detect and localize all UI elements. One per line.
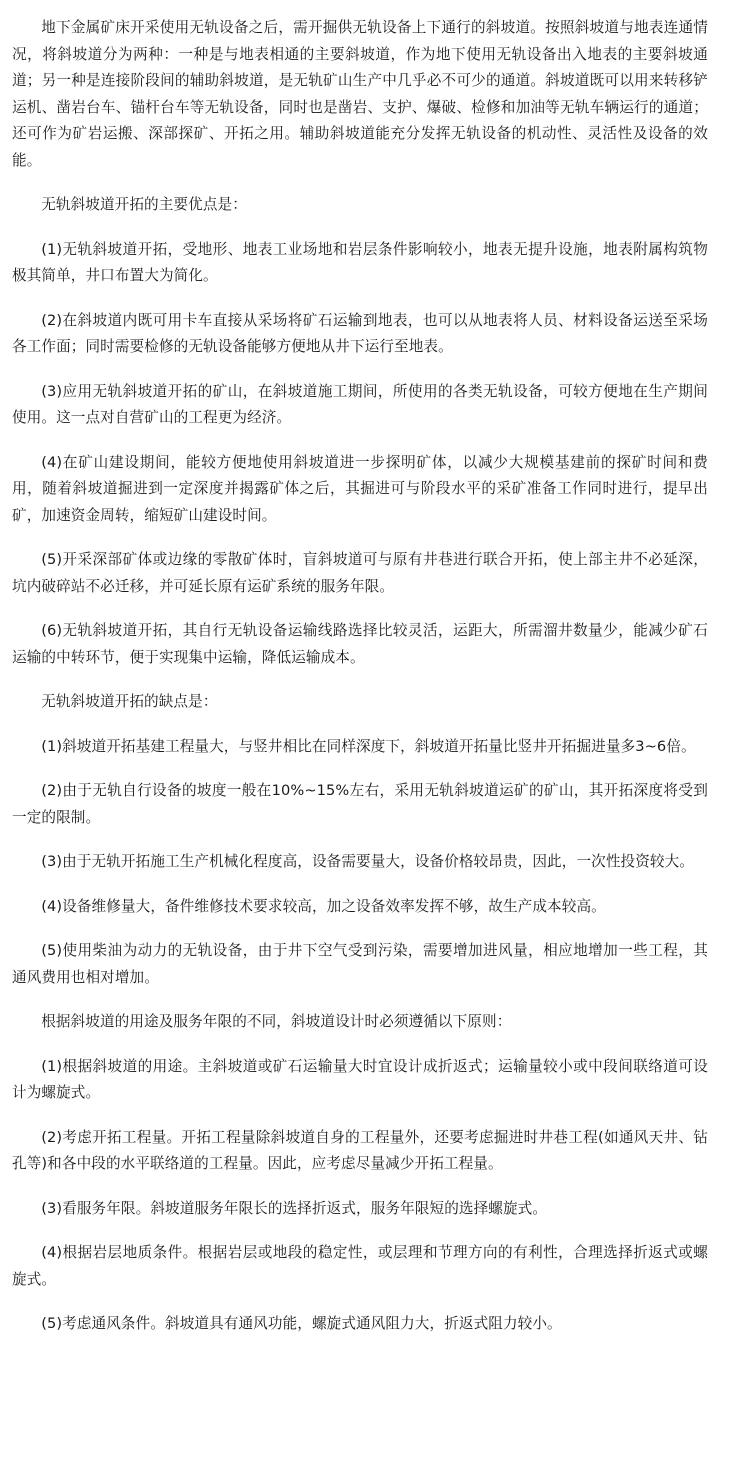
advantage-item: (4)在矿山建设期间，能较方便地使用斜坡道进一步探明矿体，以减少大规模基建前的探矿时间和费用，随着斜坡道掘进到一定深度并揭露矿体之后，其掘进可与阶段水平的采矿准备工作同时进行，提早出矿，加速资金周转，缩短矿山建设时间。 xyxy=(12,453,708,524)
disadvantage-item: (2)由于无轨自行设备的坡度一般在10%~15%左右，采用无轨斜坡道运矿的矿山，其开拓深度将受到一定的限制。 xyxy=(12,782,708,826)
disadvantage-item: (1)斜坡道开拓基建工程量大，与竖井相比在同样深度下，斜坡道开拓量比竖井开拓掘进量多3~6倍。 xyxy=(41,737,696,755)
principles-heading: 根据斜坡道的用途及服务年限的不同，斜坡道设计时必须遵循以下原则： xyxy=(41,1013,512,1030)
disadvantage-item: (4)设备维修量大，备件维修技术要求较高，加之设备效率发挥不够，故生产成本较高。 xyxy=(41,897,606,915)
disadvantage-item: (3)由于无轨开拓施工生产机械化程度高，设备需要量大，设备价格较昂贵，因此，一次性投资较大。 xyxy=(41,853,694,870)
principle-item: (1)根据斜坡道的用途。主斜坡道或矿石运输量大时宜设计成折返式；运输量较小或中段间联络道可设计为螺旋式。 xyxy=(12,1057,708,1101)
disadvantage-item: (5)使用柴油为动力的无轨设备，由于井下空气受到污染，需要增加进风量，相应地增加一些工程，其通风费用也相对增加。 xyxy=(12,942,708,986)
advantages-heading: 无轨斜坡道开拓的主要优点是： xyxy=(41,196,247,213)
principle-item: (5)考虑通风条件。斜坡道具有通风功能，螺旋式通风阻力大，折返式阻力较小。 xyxy=(41,1315,562,1332)
advantage-item: (2)在斜坡道内既可用卡车直接从采场将矿石运输到地表，也可以从地表将人员、材料设备运送至采场各工作面；同时需要检修的无轨设备能够方便地从井下运行至地表。 xyxy=(12,311,708,355)
advantage-item: (6)无轨斜坡道开拓，其自行无轨设备运输线路选择比较灵活，运距大，所需溜井数量少，能减少矿石运输的中转环节，便于实现集中运输，降低运输成本。 xyxy=(12,622,708,666)
advantage-item: (5)开采深部矿体或边缘的零散矿体时，盲斜坡道可与原有井巷进行联合开拓，使上部主井不必延深，坑内破碎站不必迁移，并可延长原有运矿系统的服务年限。 xyxy=(12,551,708,595)
principle-item: (2)考虑开拓工程量。开拓工程量除斜坡道自身的工程量外，还要考虑掘进时井巷工程(如通风天井、钻孔等)和各中段的水平联络道的工程量。因此，应考虑尽量减少开拓工程量。 xyxy=(12,1128,708,1172)
advantage-item: (3)应用无轨斜坡道开拓的矿山，在斜坡道施工期间，所使用的各类无轨设备，可较方便地在生产期间使用。这一点对自营矿山的工程更为经济。 xyxy=(12,382,708,426)
principle-item: (4)根据岩层地质条件。根据岩层或地段的稳定性，或层理和节理方向的有利性，合理选择折返式或螺旋式。 xyxy=(12,1244,708,1288)
principle-item: (3)看服务年限。斜坡道服务年限长的选择折返式，服务年限短的选择螺旋式。 xyxy=(41,1199,548,1217)
intro-paragraph: 地下金属矿床开采使用无轨设备之后，需开掘供无轨设备上下通行的斜坡道。按照斜坡道与地表连通情况，将斜坡道分为两种：一种是与地表相通的主要斜坡道，作为地下使用无轨设备出入地表的主要斜坡通道；另一种是连接阶段间的辅助斜坡道，是无轨矿山生产中几乎必不可少的通道。斜坡道既可以用来转移铲运机、凿岩台车、锚杆台车等无轨设备，同时也是凿岩、支护、爆破、检修和加油等无轨车辆运行的通道；还可作为矿岩运搬、深部探矿、开拓之用。辅助斜坡道能充分发挥无轨设备的机动性、灵活性及设备的效能。 xyxy=(12,19,708,169)
advantage-item: (1)无轨斜坡道开拓，受地形、地表工业场地和岩层条件影响较小，地表无提升设施，地表附属构筑物极其简单，井口布置大为简化。 xyxy=(12,240,708,284)
disadvantages-heading: 无轨斜坡道开拓的缺点是： xyxy=(41,693,218,710)
